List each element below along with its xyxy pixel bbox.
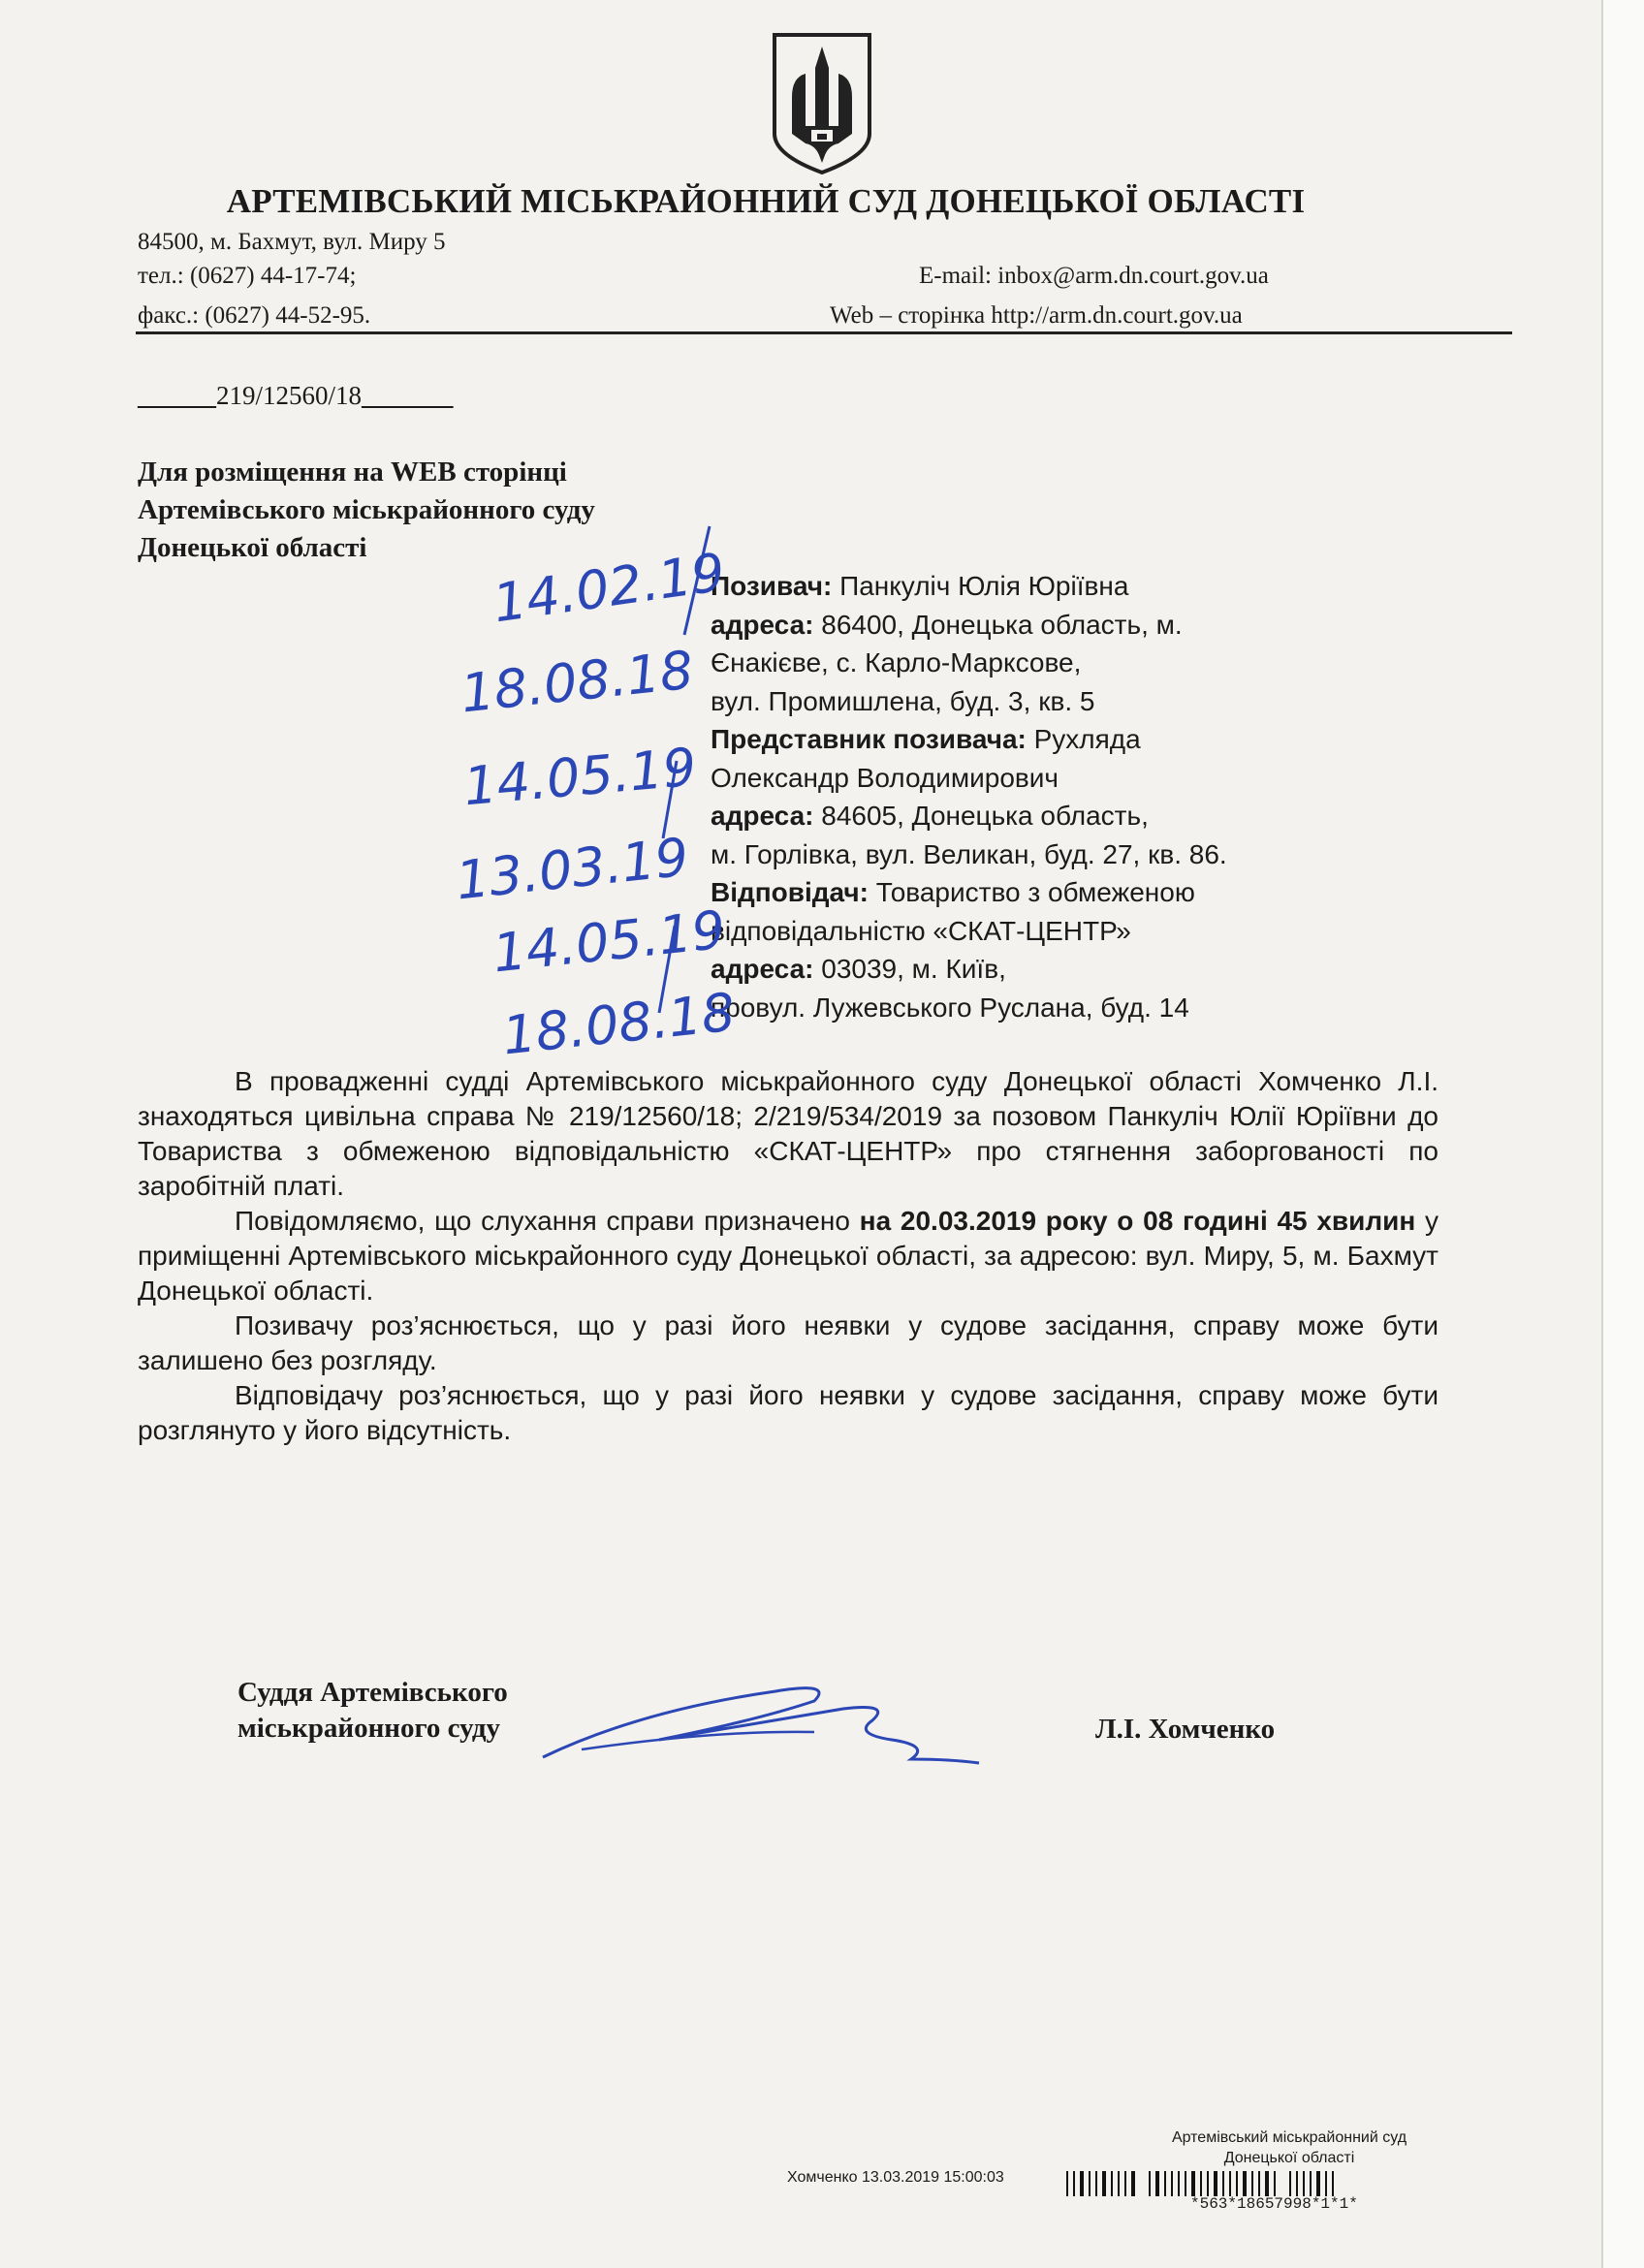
barcode-bar (1073, 2171, 1075, 2196)
barcode-bar (1229, 2171, 1231, 2196)
web-note-line: Артемівського міськрайонного суду (138, 494, 595, 525)
case-number-pre: ______ (138, 381, 216, 410)
body-paragraph: В провадженні судді Артемівського міськрайонного суду Донецької області Хомченко Л.І. знаходяться цивільна справа № 219/12560/18; 2/219/534/2019 за позовом Панкуліч Юлії Юріївни до Товариства з обмеженою відповідальністю «СКАТ-ЦЕНТР» про стягнення заборгованості по заробітній платі. (138, 1066, 1438, 1201)
handwritten-strokes-icon (620, 519, 737, 1100)
handwritten-date: 13.03.19 (453, 826, 692, 912)
barcode-bar (1265, 2171, 1269, 2196)
barcode-bar (1178, 2171, 1180, 2196)
plaintiff-address-line: адреса: 86400, Донецька область, м. (711, 609, 1183, 640)
court-title: АРТЕМІВСЬКИЙ МІСЬКРАЙОННИЙ СУД ДОНЕЦЬКОЇ ОБЛАСТІ (226, 182, 1306, 220)
barcode-bar (1149, 2171, 1151, 2196)
web-note-line: Донецької області (138, 532, 367, 563)
parties-block (711, 567, 1227, 1026)
barcode-bar (1200, 2171, 1202, 2196)
signature-icon (523, 1662, 989, 1774)
barcode-bar (1296, 2171, 1298, 2196)
barcode-bar (1274, 2171, 1276, 2196)
barcode-bar (1325, 2171, 1327, 2196)
representative-address-line: м. Горлівка, вул. Великан, буд. 27, кв. 86. (711, 838, 1227, 869)
barcode-bar (1089, 2171, 1091, 2196)
barcode-bar (1236, 2171, 1238, 2196)
stamp-court-line: Артемівський міськрайонний суд (1171, 2129, 1407, 2146)
handwritten-date: 14.05.19 (490, 898, 729, 985)
body-paragraph: Відповідачу роз’яснюється, що у разі його неявки у судове засідання, справу може бути розглянуто у його відсутність. (138, 1380, 1438, 1445)
barcode (1066, 2171, 1339, 2196)
case-number-line (138, 381, 454, 411)
scan-margin (1603, 0, 1644, 2268)
barcode-bar (1171, 2171, 1173, 2196)
representative-line: Представник позивача: Рухляда (711, 724, 1141, 754)
representative-address-line: адреса: 84605, Донецька область, (711, 801, 1149, 831)
barcode-bar (1316, 2171, 1320, 2196)
defendant-address-line: провул. Лужевського Руслана, буд. 14 (711, 992, 1189, 1023)
judge-name: Л.І. Хомченко (1095, 1714, 1276, 1745)
court-phone: тел.: (0627) 44-17-74; (138, 263, 357, 289)
barcode-bar (1102, 2171, 1106, 2196)
coat-of-arms-icon (769, 29, 875, 176)
barcode-bar (1303, 2171, 1305, 2196)
court-fax: факс.: (0627) 44-52-95. (138, 302, 371, 329)
stamp-court-line: Донецької області (1223, 2150, 1355, 2166)
barcode-bar (1332, 2171, 1334, 2196)
registry-stamp (1124, 2127, 1454, 2168)
body-paragraph: Позивачу роз’яснюється, що у разі його неявки у судове засідання, справу може бути залишено без розгляду. (138, 1310, 1438, 1375)
court-web: Web – сторінка http://arm.dn.court.gov.ua (830, 302, 1243, 329)
barcode-bar (1222, 2171, 1224, 2196)
barcode-bar (1243, 2171, 1247, 2196)
barcode-bar (1164, 2171, 1166, 2196)
court-address: 84500, м. Бахмут, вул. Миру 5 (138, 229, 446, 255)
defendant-line: Відповідач: Товариство з обмеженою (711, 877, 1195, 907)
defendant-address-line: адреса: 03039, м. Київ, (711, 954, 1006, 984)
barcode-bar (1131, 2171, 1135, 2196)
barcode-bar (1207, 2171, 1209, 2196)
judge-title (237, 1675, 508, 1747)
barcode-bar (1066, 2171, 1068, 2196)
judge-title-line: міськрайонного суду (237, 1713, 501, 1744)
case-number-post: _______ (362, 381, 454, 410)
body-paragraph: Повідомляємо, що слухання справи призначено на 20.03.2019 року о 08 годині 45 хвилин у приміщенні Артемівського міськрайонного суду Донецької області, за адресою: вул. Миру, 5, м. Бахмут Донецької області. (138, 1206, 1439, 1306)
barcode-bar (1191, 2171, 1195, 2196)
case-number: 219/12560/18 (216, 381, 363, 410)
judge-title-line: Суддя Артемівського (237, 1677, 508, 1708)
web-placement-note (138, 454, 595, 567)
defendant-name-line: відповідальністю «СКАТ-ЦЕНТР» (711, 915, 1131, 946)
page-edge (1601, 0, 1603, 2268)
barcode-bar (1111, 2171, 1113, 2196)
handwritten-date: 18.08.18 (458, 639, 697, 725)
barcode-bar (1310, 2171, 1312, 2196)
handwritten-date: 14.02.19 (489, 541, 729, 635)
plaintiff-address-line: Єнакієве, с. Карло-Марксове, (711, 647, 1082, 677)
stamp-meta: Хомченко 13.03.2019 15:00:03 (787, 2169, 1004, 2186)
barcode-bar (1258, 2171, 1260, 2196)
court-email: E-mail: inbox@arm.dn.court.gov.ua (919, 263, 1269, 289)
barcode-bar (1251, 2171, 1253, 2196)
handwritten-date: 14.05.19 (460, 736, 699, 818)
barcode-bar (1118, 2171, 1120, 2196)
barcode-bar (1214, 2171, 1217, 2196)
barcode-bar (1155, 2171, 1159, 2196)
web-note-line: Для розміщення на WEB сторінці (138, 457, 567, 488)
barcode-bar (1095, 2171, 1097, 2196)
barcode-bar (1185, 2171, 1186, 2196)
header-rule (136, 331, 1512, 334)
barcode-bar (1289, 2171, 1291, 2196)
barcode-bar (1080, 2171, 1084, 2196)
plaintiff-line: Позивач: Панкуліч Юлія Юріївна (711, 571, 1129, 601)
notice-body (138, 1064, 1438, 1448)
stamp-code: *563*18657998*1*1* (1190, 2195, 1358, 2213)
plaintiff-address-line: вул. Промишлена, буд. 3, кв. 5 (711, 685, 1095, 716)
barcode-bar (1124, 2171, 1126, 2196)
representative-name-line: Олександр Володимирович (711, 762, 1059, 793)
handwritten-date: 18.08.18 (499, 981, 739, 1067)
